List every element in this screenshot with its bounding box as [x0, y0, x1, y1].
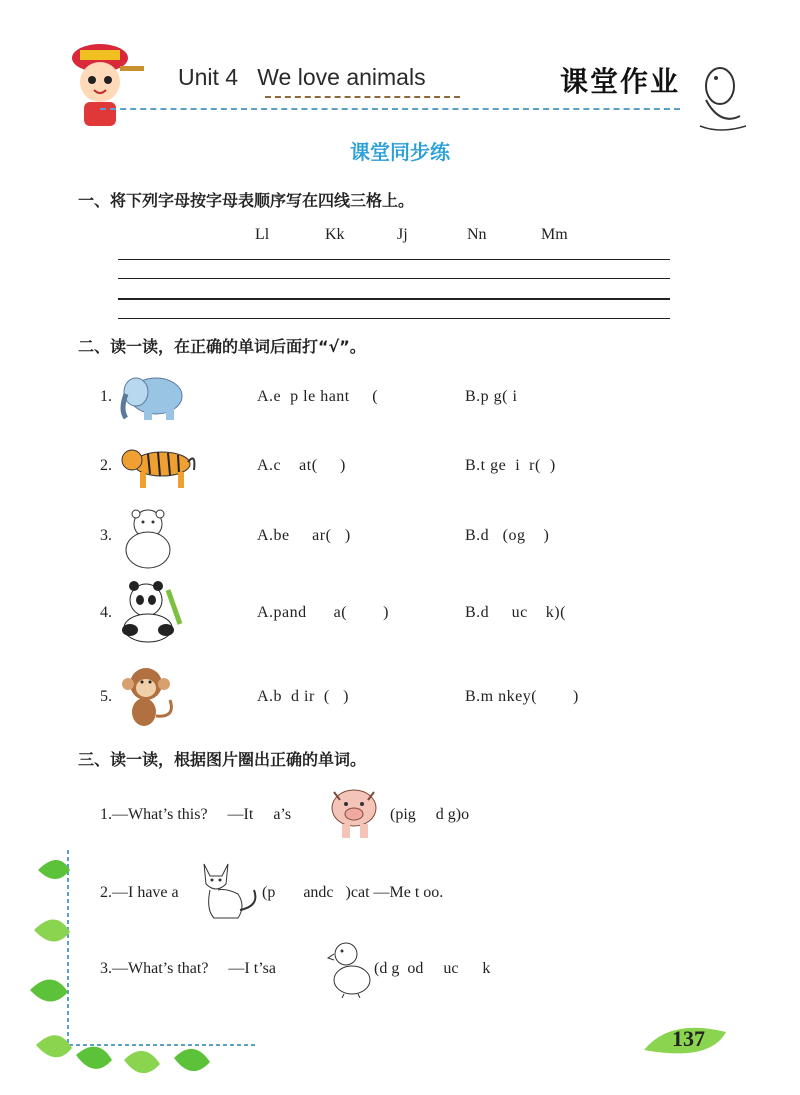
- letter-Jj: Jj: [397, 226, 408, 243]
- q2-heading: 二、读一读，在正确的单词后面打“√”。: [78, 337, 366, 356]
- option-b: B.p g( i: [465, 388, 518, 405]
- page-number: 137: [672, 1026, 705, 1051]
- bird-icon: [690, 56, 750, 136]
- writing-line: [118, 278, 670, 279]
- item-number: 5.: [100, 688, 112, 705]
- writing-line: [118, 318, 670, 319]
- option-a: A.be ar( ): [257, 527, 351, 544]
- header-rule: [100, 108, 680, 110]
- sentence-prefix: 1.—What’s this? —It a’s: [100, 806, 292, 823]
- bear-icon: [116, 506, 178, 570]
- option-a: A.pand a( ): [257, 604, 389, 621]
- option-b: B.m nkey( ): [465, 688, 579, 705]
- option-b: B.d uc k)(: [465, 604, 566, 621]
- writing-line: [118, 259, 670, 260]
- sentence-prefix: 3.—What’s that? —I t’sa: [100, 960, 276, 977]
- option-b: B.d (og ): [465, 527, 550, 544]
- option-b: B.t ge i r( ): [465, 457, 556, 474]
- title-underline: [265, 96, 460, 98]
- option-a: A.e p le hant (: [257, 388, 379, 405]
- unit-title: Unit 4 We love animals: [178, 64, 426, 90]
- letter-Kk: Kk: [325, 226, 345, 243]
- letter-Mm: Mm: [541, 226, 568, 243]
- item-number: 3.: [100, 527, 112, 544]
- option-a: A.b d ir ( ): [257, 688, 349, 705]
- q1-heading: 一、将下列字母按字母表顺序写在四线三格上。: [78, 191, 415, 210]
- sentence-prefix: 2.—I have a: [100, 884, 179, 901]
- item-number: 4.: [100, 604, 112, 621]
- pig-icon: [326, 782, 382, 842]
- q3-heading: 三、读一读，根据图片圈出正确的单词。: [78, 750, 367, 769]
- duck-icon: [326, 938, 374, 998]
- sentence-choice: (d g od uc k: [374, 960, 491, 977]
- letter-Nn: Nn: [467, 226, 487, 243]
- banner-text: 课堂作业: [560, 65, 681, 98]
- mascot-icon: [50, 36, 150, 136]
- panda-icon: [116, 580, 186, 644]
- section-title: 课堂同步练: [350, 140, 450, 164]
- letter-Ll: Ll: [255, 226, 270, 243]
- sentence-choice: (pig d g)o: [390, 806, 470, 823]
- item-number: 2.: [100, 457, 112, 474]
- sentence-choice: (p andc )cat —Me t oo.: [262, 884, 444, 901]
- writing-line: [118, 298, 670, 300]
- elephant-icon: [114, 372, 186, 422]
- monkey-icon: [114, 662, 182, 730]
- leaf-decoration-icon: [28, 840, 268, 1095]
- option-a: A.c at( ): [257, 457, 346, 474]
- item-number: 1.: [100, 388, 112, 405]
- tiger-icon: [118, 440, 198, 492]
